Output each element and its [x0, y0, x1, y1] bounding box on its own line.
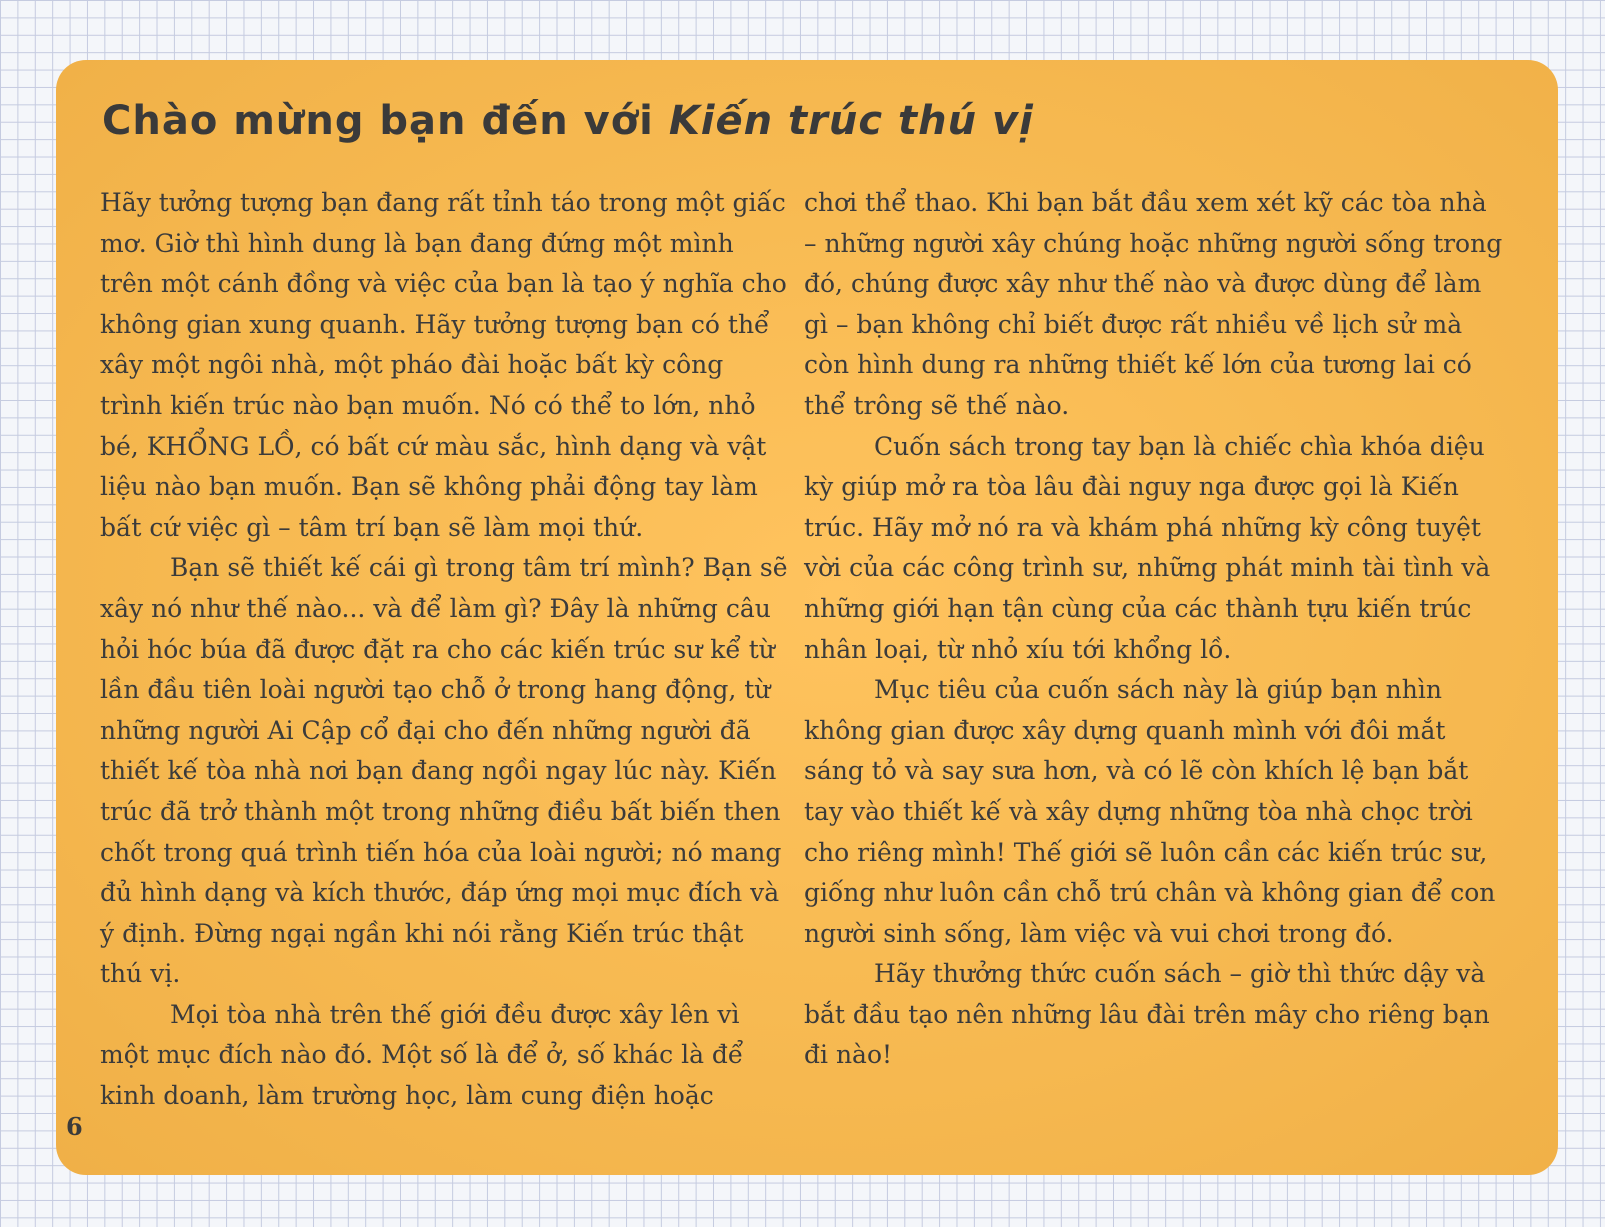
right-column [804, 183, 1504, 1076]
paragraph: Hãy thưởng thức cuốn sách – giờ thì thức dậy và bắt đầu tạo nên những lâu đài trên mây cho riêng bạn đi nào! [804, 959, 1490, 1070]
paragraph: chơi thể thao. Khi bạn bắt đầu xem xét kỹ các tòa nhà – những người xây chúng hoặc những người sống trong đó, chúng được xây như thế nào và được dùng để làm gì – bạn không chỉ biết được rất nhiều về lịch sử mà còn hình dung ra những thiết kế lớn của tương lai có thể trông sẽ thế nào. [804, 188, 1503, 420]
paragraph: Cuốn sách trong tay bạn là chiếc chìa khóa diệu kỳ giúp mở ra tòa lâu đài nguy nga được gọi là Kiến trúc. Hãy mở nó ra và khám phá những kỳ công tuyệt vời của các công trình sư, những phát minh tài tình và những giới hạn tận cùng của các thành tựu kiến trúc nhân loại, từ nhỏ xíu tới khổng lồ. [804, 431, 1491, 664]
title-emphasis: Kiến trúc thú vị [668, 98, 1034, 144]
paragraph: Mọi tòa nhà trên thế giới đều được xây lên vì một mục đích nào đó. Một số là để ở, số khác là để kinh doanh, làm trường học, làm cung điện hoặc [100, 999, 744, 1111]
paragraph: Hãy tưởng tượng bạn đang rất tỉnh táo trong một giấc mơ. Giờ thì hình dung là bạn đang đứng một mình trên một cánh đồng và việc của bạn là tạo ý nghĩa cho không gian xung quanh. Hãy tưởng tượng bạn có thể xây một ngôi nhà, một pháo đài hoặc bất kỳ công trình kiến trúc nào bạn muốn. Nó có thể to lớn, nhỏ bé, KHỔNG LỒ, có bất cứ màu sắc, hình dạng và vật liệu nào bạn muốn. Bạn sẽ không phải động tay làm bất cứ việc gì – tâm trí bạn sẽ làm mọi thứ. [100, 188, 787, 542]
content-panel [56, 60, 1558, 1175]
left-column [100, 183, 790, 1117]
title-text: Chào mừng bạn đến với [102, 98, 669, 144]
paragraph: Bạn sẽ thiết kế cái gì trong tâm trí mình? Bạn sẽ xây nó như thế nào... và để làm gì? Đây là những câu hỏi hóc búa đã được đặt ra cho các kiến trúc sư kể từ lần đầu tiên loài người tạo chỗ ở trong hang động, từ những người Ai Cập cổ đại cho đến những người đã thiết kế tòa nhà nơi bạn đang ngồi ngay lúc này. Kiến trúc đã trở thành một trong những điều bất biến then chốt trong quá trình tiến hóa của loài người; nó mang đủ hình dạng và kích thước, đáp ứng mọi mục đích và ý định. Đừng ngại ngần khi nói rằng Kiến trúc thật thú vị. [100, 553, 788, 989]
paragraph: Mục tiêu của cuốn sách này là giúp bạn nhìn không gian được xây dựng quanh mình với đôi mắt sáng tỏ và say sưa hơn, và có lẽ còn khích lệ bạn bắt tay vào thiết kế và xây dựng những tòa nhà chọc trời cho riêng mình! Thế giới sẽ luôn cần các kiến trúc sư, giống như luôn cần chỗ trú chân và không gian để con người sinh sống, làm việc và vui chơi trong đó. [804, 675, 1496, 948]
page-number: 6 [66, 1112, 83, 1141]
page-title [102, 98, 1034, 144]
